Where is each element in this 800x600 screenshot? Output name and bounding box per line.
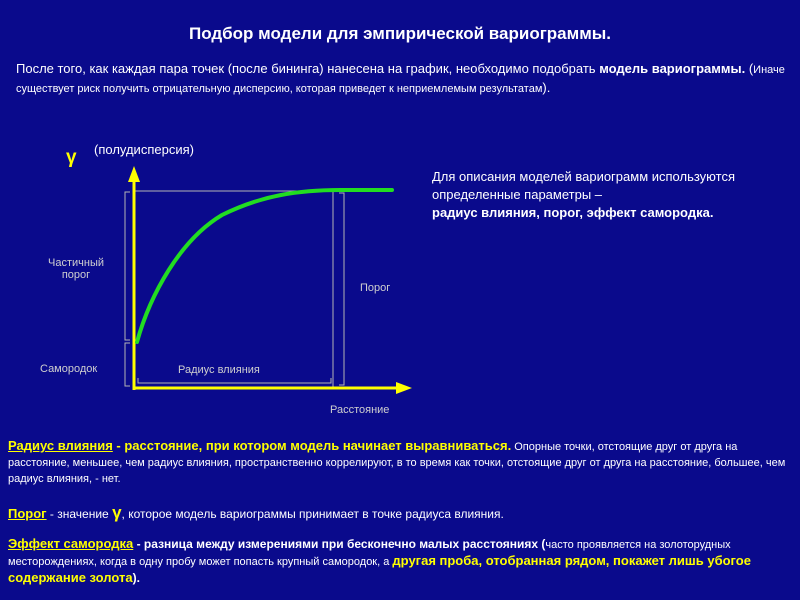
nugget-end: ). bbox=[132, 571, 140, 585]
nugget-label: Самородок bbox=[40, 363, 98, 375]
partial-sill-label-line1: Частичный bbox=[48, 257, 104, 269]
sill-gamma-symbol: γ bbox=[112, 503, 122, 522]
range-bracket bbox=[138, 378, 331, 383]
range-term: Радиус влияния bbox=[8, 438, 113, 453]
variogram-model-curve bbox=[137, 190, 392, 342]
nugget-bold: другая проба, отобранная рядом, покажет лишь убогое содержание золота bbox=[8, 553, 751, 585]
intro-text: После того, как каждая пара точек (после бининга) нанесена на график, необходимо подобрать bbox=[16, 61, 600, 76]
parameters-description bbox=[432, 168, 782, 222]
sill-term: Порог bbox=[8, 506, 47, 521]
nugget-term: Эффект самородка bbox=[8, 536, 134, 551]
description-bold: радиус влияния, порог, эффект самородка. bbox=[432, 205, 714, 220]
intro-bold: модель вариограммы. bbox=[599, 61, 746, 76]
partial-sill-label-line2: порог bbox=[61, 269, 91, 281]
page-title: Подбор модели для эмпирической вариограммы. bbox=[188, 24, 612, 43]
nugget-lead: - разница между измерениями при бесконечно малых расстояниях ( bbox=[133, 537, 546, 551]
nugget-definition bbox=[8, 536, 788, 587]
sill-text-2: , которое модель вариограммы принимает в точке радиуса влияния. bbox=[121, 507, 504, 521]
range-rest: Опорные точки, отстоящие друг от друга на расстояние, меньшее, чем радиус влияния, пространственно коррелируют, в то время как точки, отстоящие друг от друга на расстояние, большее, чем радиус влияния, - нет. bbox=[8, 441, 786, 485]
x-axis-label: Расстояние bbox=[330, 404, 390, 416]
sill-bracket bbox=[339, 193, 344, 385]
nugget-note: часто проявляется на золоторудных месторождениях, когда в одну пробу может попасть крупный самородок, а bbox=[8, 539, 731, 568]
intro-note: Иначе существует риск получить отрицательную дисперсию, которая приведет к неприемлемым результатам bbox=[16, 64, 785, 95]
range-definition bbox=[8, 438, 788, 487]
nugget-bracket bbox=[125, 343, 130, 386]
y-axis-label: (полудисперсия) bbox=[94, 142, 194, 157]
intro-paren-close: ). bbox=[542, 80, 551, 95]
x-axis-arrow bbox=[396, 382, 412, 394]
description-text: Для описания моделей вариограмм используются определенные параметры – bbox=[432, 169, 735, 202]
gamma-symbol: γ bbox=[66, 147, 77, 168]
y-axis-arrow bbox=[128, 166, 140, 182]
sill-definition bbox=[8, 505, 788, 522]
sill-text-1: - значение bbox=[46, 507, 113, 521]
range-lead: - расстояние, при котором модель начинает выравниваться. bbox=[112, 438, 512, 453]
sill-label: Порог bbox=[360, 282, 391, 294]
partial-sill-bracket bbox=[125, 192, 130, 340]
intro-paren-open: ( bbox=[745, 61, 754, 76]
range-label: Радиус влияния bbox=[178, 364, 260, 376]
